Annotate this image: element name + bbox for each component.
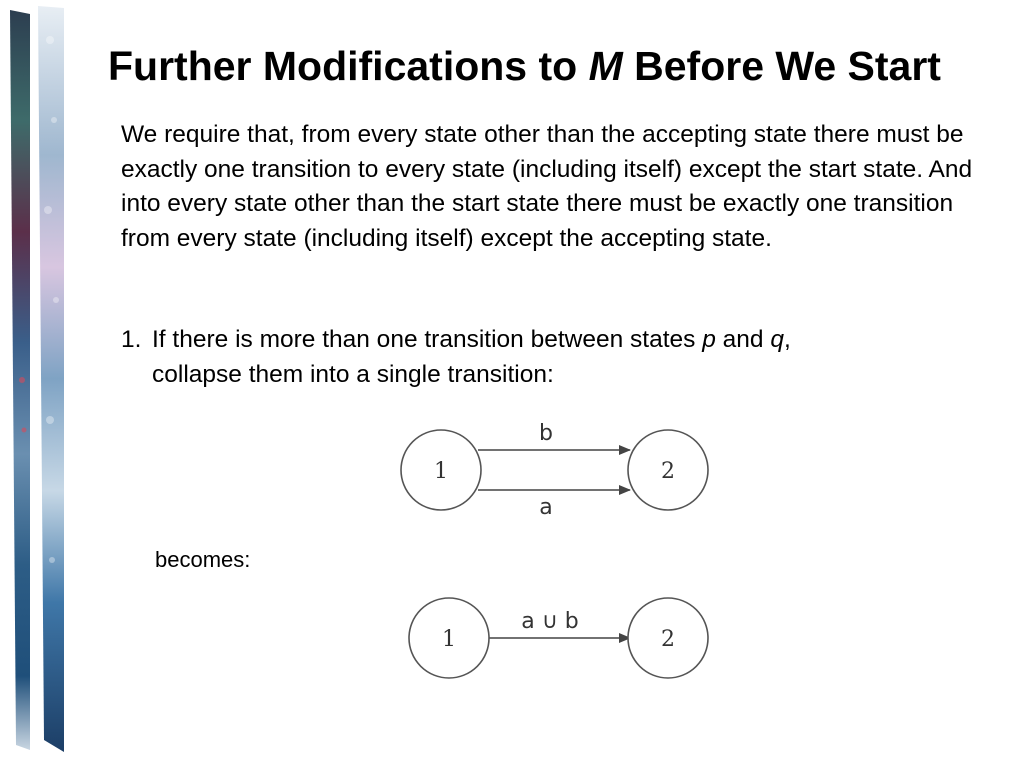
transition-label-top: b xyxy=(539,421,553,446)
diagram-before xyxy=(401,421,708,520)
state-1-label: 1 xyxy=(442,627,456,652)
item-line-2: collapse them into a single transition: xyxy=(152,360,554,388)
becomes-label: becomes: xyxy=(155,547,251,572)
item-var-p: p xyxy=(702,326,716,353)
state-2-label: 2 xyxy=(661,627,675,652)
item-text-2: and xyxy=(715,326,771,353)
title-before: Further Modifications to xyxy=(108,43,589,89)
state-2-label: 2 xyxy=(661,459,675,484)
state-1-label: 1 xyxy=(434,459,448,484)
transition-label-combined: a ∪ b xyxy=(521,609,579,634)
item-var-q: q xyxy=(770,326,784,353)
title-variable: M xyxy=(588,43,623,89)
transition-label-bottom: a xyxy=(539,495,553,520)
list-item-number: 1. xyxy=(121,326,142,353)
item-text-3: , xyxy=(783,326,791,353)
item-text-1: If there is more than one transition between states xyxy=(152,326,703,353)
diagram-after xyxy=(409,598,708,678)
title-after: Before We Start xyxy=(622,43,941,89)
requirement-paragraph: We require that, from every state other than the accepting state there must be exactly one transition to every state (including itself) except the start state. And into every state other than the start state there must be exactly one transition from every state (including itself) except the accepting state. xyxy=(121,121,973,252)
